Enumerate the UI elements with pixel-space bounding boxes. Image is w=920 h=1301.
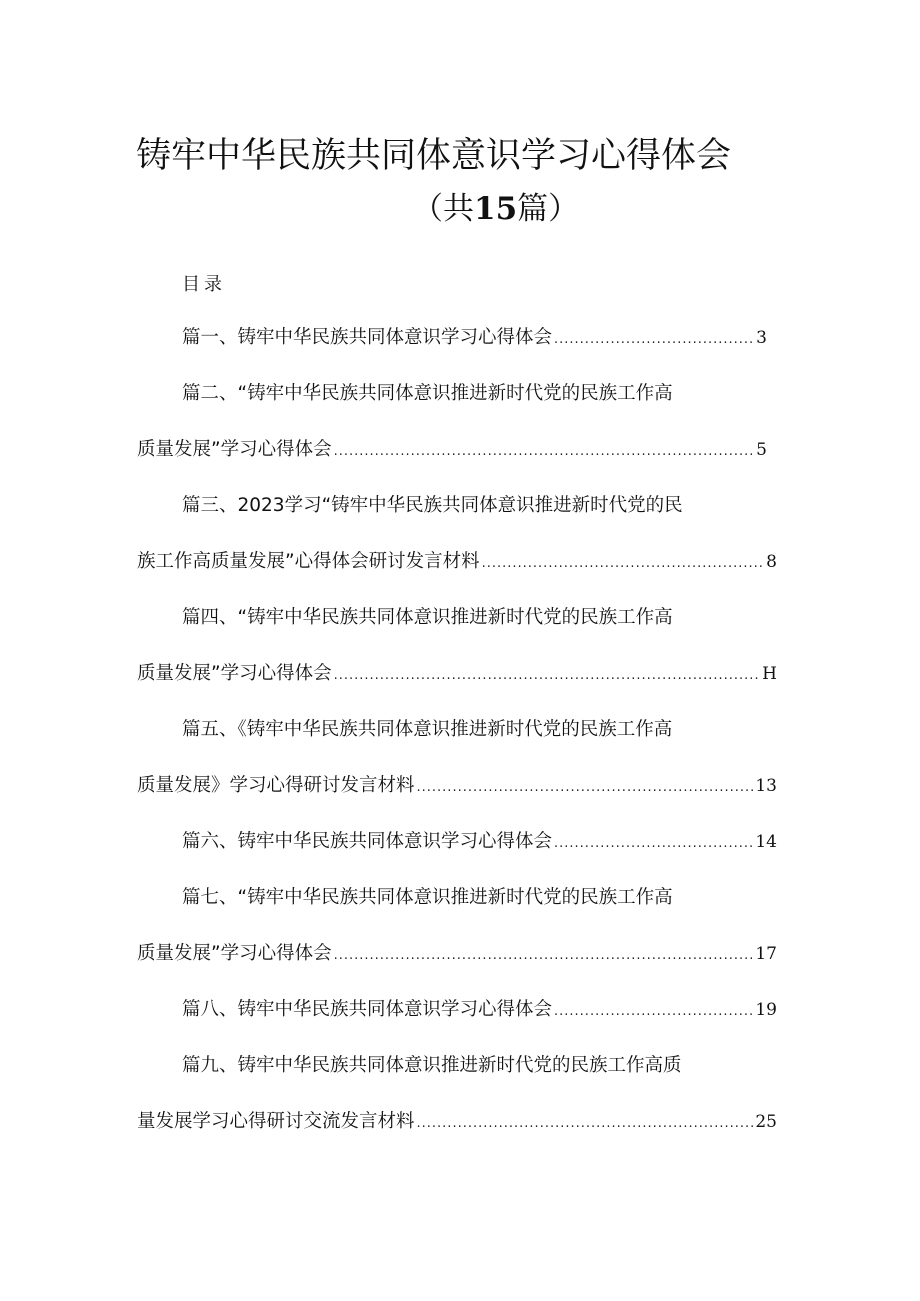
toc-entry-3-line1[interactable]: 篇三、2023学习“铸牢中华民族共同体意识推进新时代党的民 (182, 495, 683, 516)
toc-leader (554, 836, 753, 851)
toc-entry-text: 篇八、铸牢中华民族共同体意识学习心得体会 (182, 999, 553, 1020)
toc-page-number: 5 (756, 440, 767, 460)
toc-leader (417, 1116, 754, 1131)
toc-entry-3[interactable] (137, 547, 777, 573)
toc-leader (417, 780, 754, 795)
toc-page-number: 14 (755, 832, 777, 852)
toc-entry-8[interactable] (182, 995, 777, 1021)
toc-page-number: H (762, 664, 777, 684)
toc-leader (554, 332, 754, 347)
toc-heading: 目录 (182, 274, 226, 295)
toc-entry-text: 篇六、铸牢中华民族共同体意识学习心得体会 (182, 831, 553, 852)
toc-entry-9[interactable] (137, 1107, 777, 1133)
toc-page-number: 3 (756, 328, 767, 348)
toc-page-number: 8 (766, 552, 777, 572)
toc-leader (334, 948, 754, 963)
toc-entry-7-line1[interactable]: 篇七、“铸牢中华民族共同体意识推进新时代党的民族工作高 (182, 887, 673, 908)
subtitle-close: 篇） (517, 191, 580, 227)
subtitle-open: （共 (412, 191, 474, 227)
toc-entry-5-line1[interactable]: 篇五、《铸牢中华民族共同体意识推进新时代党的民族工作高 (182, 719, 673, 740)
toc-entry-4-line1[interactable]: 篇四、“铸牢中华民族共同体意识推进新时代党的民族工作高 (182, 607, 673, 628)
subtitle-count: 15 (474, 191, 518, 227)
toc-page-number: 17 (755, 944, 777, 964)
toc-entry-6[interactable] (182, 827, 777, 853)
toc-page-number: 13 (755, 776, 777, 796)
toc-leader (554, 1004, 753, 1019)
toc-leader (482, 556, 765, 571)
toc-entry-text: 质量发展》学习心得研讨发言材料 (137, 775, 415, 796)
toc-entry-text: 篇一、铸牢中华民族共同体意识学习心得体会 (182, 327, 553, 348)
document-subtitle (412, 183, 579, 228)
toc-leader (334, 444, 755, 459)
toc-page-number: 19 (755, 1000, 777, 1020)
toc-entry-1[interactable] (182, 323, 767, 349)
toc-entry-text: 族工作高质量发展”心得体会研讨发言材料 (137, 551, 480, 572)
toc-entry-2[interactable] (137, 435, 767, 461)
toc-entry-text: 质量发展”学习心得体会 (137, 439, 332, 460)
toc-entry-text: 量发展学习心得研讨交流发言材料 (137, 1111, 415, 1132)
toc-entry-4[interactable] (137, 659, 777, 685)
toc-entry-9-line1[interactable]: 篇九、铸牢中华民族共同体意识推进新时代党的民族工作高质 (182, 1055, 682, 1076)
document-title: 铸牢中华民族共同体意识学习心得体会 (136, 136, 732, 176)
toc-page-number: 25 (755, 1112, 777, 1132)
toc-entry-2-line1[interactable]: 篇二、“铸牢中华民族共同体意识推进新时代党的民族工作高 (182, 383, 673, 404)
toc-entry-7[interactable] (137, 939, 777, 965)
toc-entry-text: 质量发展”学习心得体会 (137, 663, 332, 684)
toc-entry-text: 质量发展”学习心得体会 (137, 943, 332, 964)
toc-leader (334, 668, 761, 683)
toc-entry-5[interactable] (137, 771, 777, 797)
